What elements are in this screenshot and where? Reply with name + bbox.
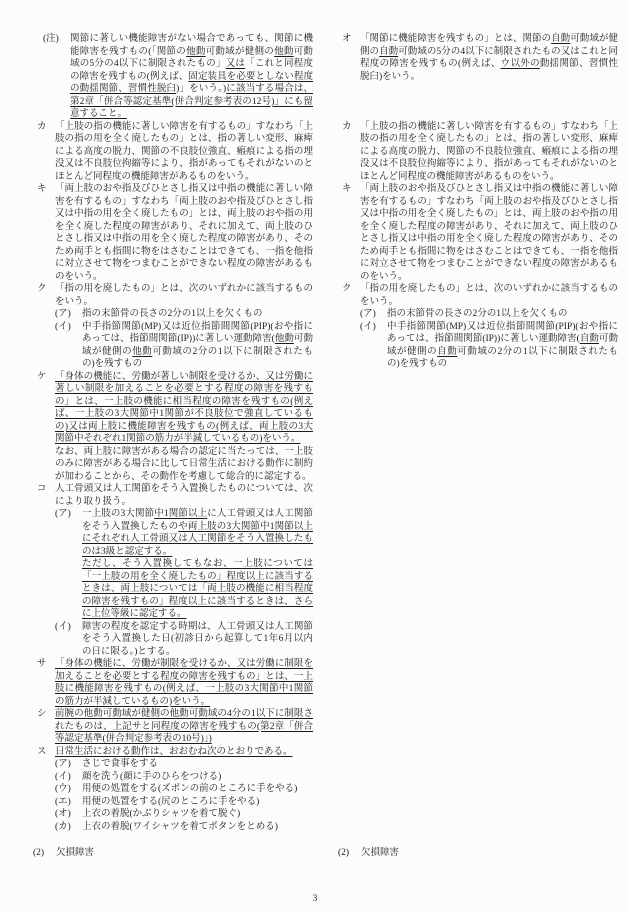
right-column: [338, 183, 618, 283]
item-label: ク: [37, 284, 47, 294]
item-label: (カ): [55, 821, 71, 832]
doc-paragraph: [55, 783, 313, 796]
left-column: [33, 121, 313, 184]
doc-paragraph: [55, 446, 313, 484]
item-label: (2): [338, 848, 350, 858]
doc-paragraph: [55, 808, 313, 821]
right-column: [338, 847, 618, 860]
doc-paragraph: [37, 746, 313, 759]
doc-paragraph: [55, 758, 313, 771]
item-label: (イ): [55, 771, 71, 782]
item-text: 指の末節骨の長さの2分の1以上を欠くもの: [387, 309, 568, 319]
item-text: 上衣の着脱(ワイシャツを着てボタンをとめる): [82, 821, 278, 832]
item-label: ケ: [37, 371, 47, 382]
doc-row: [33, 847, 618, 860]
item-label: (ウ): [55, 784, 71, 794]
item-text: 指の末節骨の長さの2分の1以上を欠くもの: [82, 309, 263, 319]
doc-paragraph: [338, 847, 618, 860]
doc-paragraph: [37, 283, 313, 308]
item-text: なお、両上肢に障害がある場合の認定に当たっては、一上肢のみに障害がある場合に比して日常生活における動作に制約が加わることから、その動作を考慮して総合的に認定する。: [55, 446, 313, 482]
doc-paragraph: [37, 658, 313, 708]
doc-paragraph: [82, 558, 313, 621]
item-text: 「身体の機能に、労働が著しい制限を受けるか、又は労働に著しい制限を加えることを必要とする程度の障害を残すもの」とは、一上肢の機能に相当程度の障害を残すもの(例えば、一上肢の3大関節中1関節が不良肢位で強直しているもの)又は両上肢に機能障害を残すもの(例えば、両上肢の3大関節中それぞれ1関節の筋力が半減しているもの)をいう。: [55, 371, 313, 444]
item-text: 欠損障害: [56, 848, 95, 858]
doc-paragraph: [55, 621, 313, 659]
item-text: 前腕の他動可動域が健側の他動可動域の4分の1以下に制限されたものは、上記サと同程度の障害を残すもの(第2章「併合等認定基準(併合判定参考表の10号)」): [55, 709, 313, 744]
page-number: 3: [312, 893, 318, 904]
item-text: 「指の用を廃したもの」とは、次のいずれかに該当するものをいう。: [55, 284, 313, 307]
doc-paragraph: [55, 821, 313, 834]
left-column: [33, 183, 313, 283]
item-label: (イ): [55, 621, 71, 632]
item-label: (ア): [360, 309, 376, 319]
item-text: 人工骨頭又は人工関節をそう入置換したものについては、次により取り扱う。: [55, 484, 313, 507]
item-text: 中手指節関節(MP)又は近位指節間関節(PIP)(おや指にあっては、指節間関節(IP))に著しい運動障害(自動可動域が健側の自動可動域の2分の1以下に制限されたもの)を残すもの: [387, 321, 618, 369]
doc-paragraph: [55, 508, 313, 558]
item-text: さじで食事をする: [82, 759, 159, 769]
item-text: 「両上肢のおや指及びひとさし指又は中指の機能に著しい障害を有するもの」すなわち「両上肢のおや指及びひとさし指又は中指の用を全く廃したもの」とは、両上肢のおや指の用を全く廃した程度の障害があり、それに加えて、両上肢のひとさし指又は中指の用を全く廃した程度の障害があり、そのため両手とも指間に物をはさむことはできても、一指を他指に対立させて物をつまむことができない程度の障害があるものをいう。: [360, 184, 618, 282]
doc-paragraph: [33, 847, 313, 860]
item-text: 「上肢の指の機能に著しい障害を有するもの」すなわち「上肢の指の用を全く廃したもの」とは、指の著しい変形、麻痺による高度の脱力、関節の不良肢位強直、瘢痕による指の埋没又は不良肢位拘縮等により、指があってもそれがないのとほとんど同程度の機能障害があるものをいう。: [360, 121, 618, 182]
item-text: 日常生活における動作は、おおむね次のとおりである。: [55, 746, 293, 757]
item-text: 用便の処置をする(尻のところに手をやる): [82, 796, 260, 807]
doc-paragraph: [55, 321, 313, 371]
doc-row: [33, 183, 618, 283]
item-label: (ア): [55, 309, 71, 319]
item-text: 顔を洗う(顔に手のひらをつける): [82, 771, 222, 782]
item-label: ク: [342, 284, 352, 294]
item-text: 欠損障害: [361, 848, 400, 858]
doc-paragraph: [37, 708, 313, 746]
item-label: (ア): [55, 509, 71, 519]
item-text: 関節に著しい機能障害がない場合であっても、関節に機能障害を残すもの(「関節の他動可動域が健側の他動可動域の5分の4以下に制限されたもの」又は「これと同程度の障害を残すもの(例えば、固定装具を必要としない程度の動揺関節、習慣性脱臼)」をいう。)に該当する場合は、第2章「併合等認定基準(併合判定参考表の12号)」にも留意すること。: [70, 34, 313, 119]
doc-paragraph: [342, 283, 618, 308]
item-label: オ: [342, 34, 352, 44]
doc-row: [33, 33, 618, 121]
item-text: 「両上肢のおや指及びひとさし指又は中指の機能に著しい障害を有するもの」すなわち「両上肢のおや指及びひとさし指又は中指の用を全く廃したもの」とは、両上肢のおや指の用を全く廃した程度の障害があり、それに加えて、両上肢のひとさし指又は中指の用を全く廃した程度の障害があり、そのため両手とも指間に物をはさむことはできても、一指を他指に対立させて物をつまむことができない程度の障害があるものをいう。: [55, 184, 313, 282]
item-label: (2): [33, 848, 45, 858]
doc-paragraph: [360, 308, 618, 321]
item-label: (ア): [55, 759, 71, 769]
item-label: (オ): [55, 809, 71, 819]
item-text: 用便の処置をする(ズボンの前のところに手をやる): [82, 784, 298, 794]
item-text: 中手指節関節(MP)又は近位指節間関節(PIP)(おや指にあっては、指節間関節(IP))に著しい運動障害(他動可動域が健側の他動可動域の2分の1以下に制限されたもの)を残すもの: [82, 321, 313, 369]
doc-paragraph: [55, 796, 313, 809]
item-text: 「関節に機能障害を残すもの」とは、関節の自動可動域が健側の自動可動域の5分の4以下に制限されたもの又はこれと同程度の障害を残すもの(例えば、ウ以外の動揺関節、習慣性脱臼)をいう。: [360, 34, 618, 82]
item-label: シ: [37, 709, 47, 719]
doc-paragraph: [342, 183, 618, 283]
doc-paragraph: [37, 183, 313, 283]
item-label: (イ): [360, 321, 376, 332]
doc-paragraph: [37, 121, 313, 184]
left-column: [33, 371, 313, 834]
item-text: ただし、そう入置換してもなお、一上肢については「一上肢の用を全く廃したもの」程度以上に該当するときは、両上肢については「両上肢の機能に相当程度の障害を残すもの」程度以上に該当するときは、さらに上位等級に認定する。: [82, 559, 313, 619]
doc-row: [33, 121, 618, 184]
item-label: (エ): [55, 796, 71, 807]
doc-row: [33, 371, 618, 834]
item-text: 「身体の機能に、労働が制限を受けるか、又は労働に制限を加えることを必要とする程度の障害を残すもの」とは、一上肢に機能障害を残すもの(例えば、一上肢の3大関節中1関節の筋力が半減しているもの)をいう。: [55, 659, 313, 707]
doc-paragraph: [360, 321, 618, 371]
left-column: [33, 283, 313, 371]
left-column: [33, 847, 313, 860]
doc-paragraph: [55, 308, 313, 321]
doc-paragraph: [342, 33, 618, 83]
item-text: 「上肢の指の機能に著しい障害を有するもの」すなわち「上肢の指の用を全く廃したもの」とは、指の著しい変形、麻痺による高度の脱力、関節の不良肢位強直、瘢痕による指の埋没又は不良肢位拘縮等により、指があってもそれがないのとほとんど同程度の機能障害があるものをいう。: [55, 121, 313, 182]
left-column: [33, 33, 313, 121]
doc-paragraph: [55, 771, 313, 784]
item-label: (イ): [55, 321, 71, 332]
comparison-columns: [33, 33, 618, 860]
item-label: カ: [342, 121, 352, 132]
item-text: 「指の用を廃したもの」とは、次のいずれかに該当するものをいう。: [360, 284, 618, 307]
item-text: 上衣の着脱(かぶりシャツを着て脱ぐ): [82, 809, 241, 819]
right-column: [338, 283, 618, 371]
item-text: 一上肢の3大関節中1関節以上に人工骨頭又は人工関節をそう入置換したものや両上肢の3大関節中1関節以上にそれぞれ人工骨頭又は人工関節をそう入置換したものは3級と認定する。: [82, 509, 313, 557]
item-text: 障害の程度を認定する時期は、人工骨頭又は人工関節をそう入置換した日(初診日から起算して1年6月以内の日に限る。)とする。: [82, 621, 313, 657]
item-label: サ: [37, 659, 47, 669]
item-label: キ: [342, 184, 352, 194]
item-label: ス: [37, 746, 47, 757]
item-label: コ: [37, 484, 47, 494]
doc-row: [33, 283, 618, 371]
doc-paragraph: [43, 33, 313, 121]
right-column: [338, 121, 618, 184]
item-label: キ: [37, 184, 47, 194]
item-label: カ: [37, 121, 47, 132]
doc-paragraph: [37, 483, 313, 508]
right-column: [338, 33, 618, 83]
doc-paragraph: [37, 371, 313, 446]
doc-paragraph: [342, 121, 618, 184]
item-label: (注): [43, 34, 59, 44]
